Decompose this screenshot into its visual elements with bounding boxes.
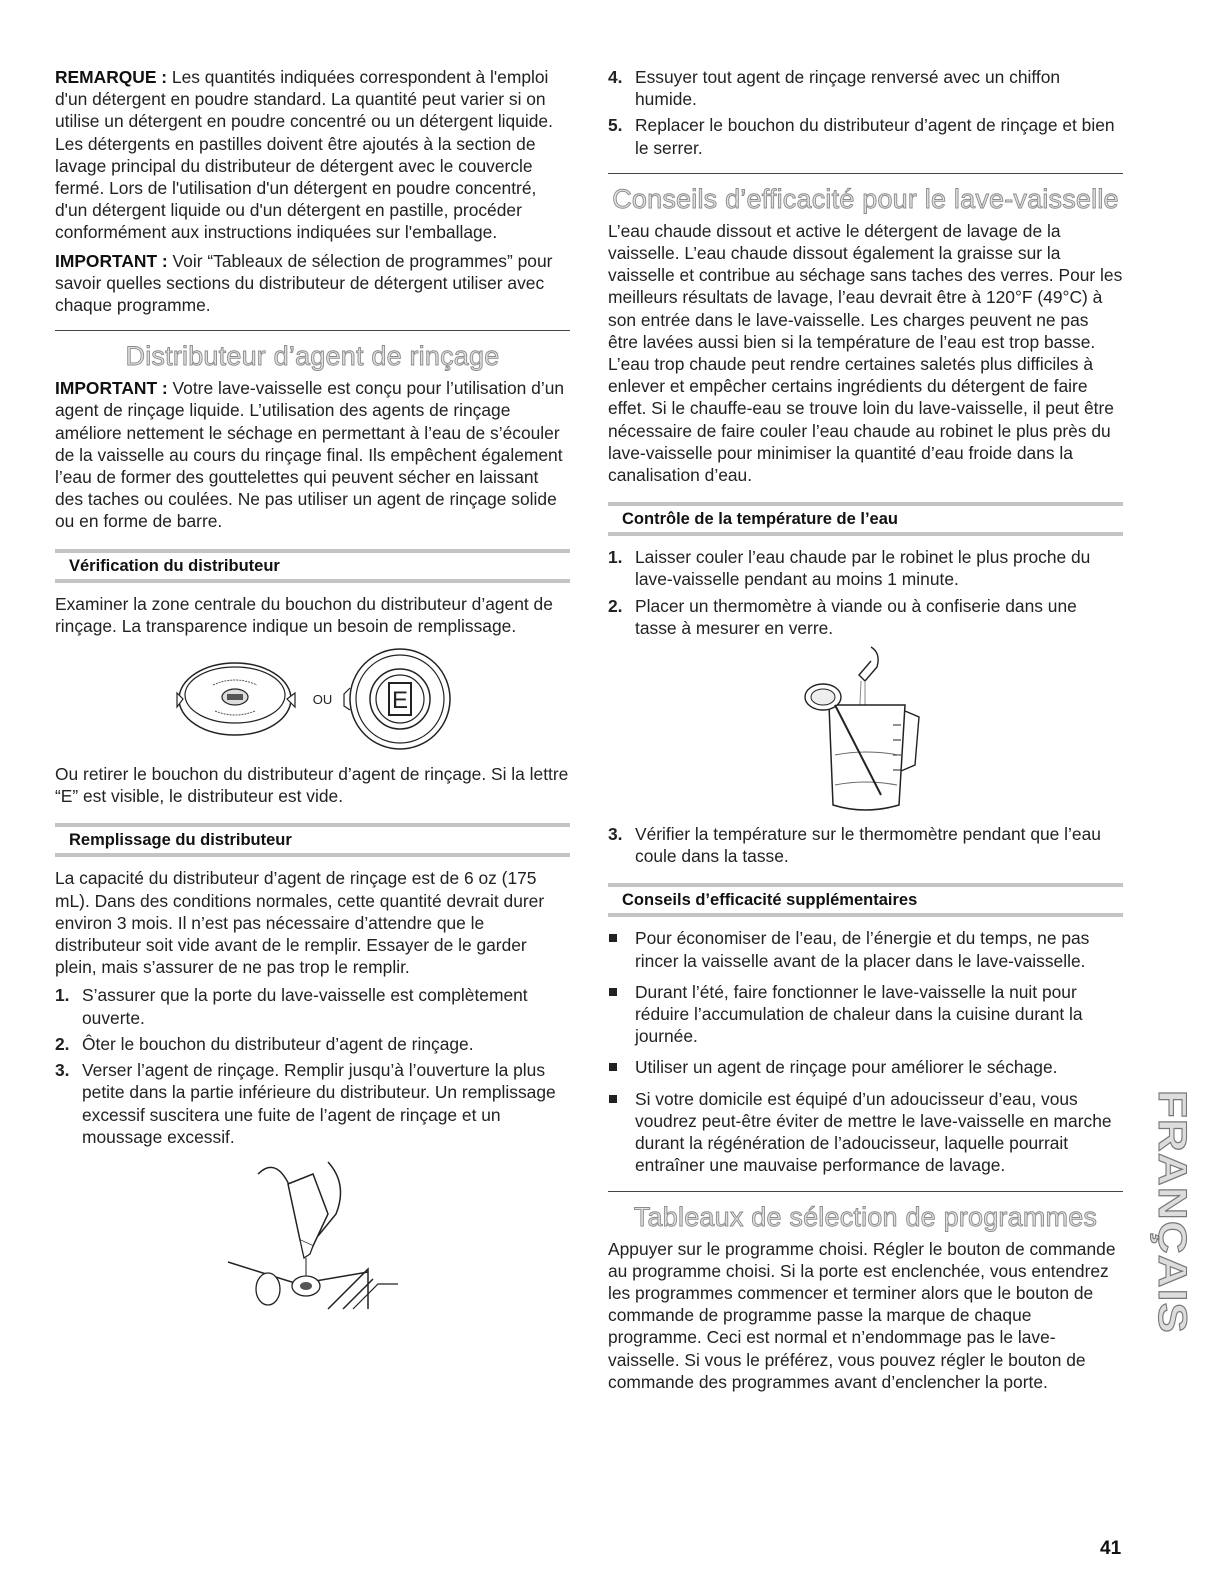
section-title-rinse-aid: Distributeur d’agent de rinçage <box>125 341 500 372</box>
list-item: Durant l’été, faire fonctionner le lave-vaisselle la nuit pour réduire l’accumulation de chaleur dans la cuisine durant la journée. <box>608 981 1123 1048</box>
section-divider <box>608 1191 1123 1192</box>
bullet-icon <box>609 988 617 996</box>
dispenser-cap-figure <box>55 643 570 755</box>
bullet-icon <box>609 1095 617 1103</box>
important-paragraph: IMPORTANT : Voir “Tableaux de sélection de programmes” pour savoir quelles sections du distributeur de détergent utiliser avec chaque programme. <box>55 250 553 316</box>
remove-cap-paragraph: Ou retirer le bouchon du distributeur d’agent de rinçage. Si la lettre “E” est visible, le distributeur est vide. <box>55 764 569 807</box>
subheading-fill-dispenser: Remplissage du distributeur <box>55 823 570 857</box>
temperature-step-3-list <box>608 823 1123 867</box>
svg-text:E: E <box>392 687 409 715</box>
subheading-water-temperature: Contrôle de la température de l’eau <box>608 502 1123 536</box>
right-column <box>608 66 1123 1399</box>
check-paragraph: Examiner la zone centrale du bouchon du distributeur d’agent de rinçage. La transparence indique un besoin de remplissage. <box>55 593 553 636</box>
list-item: 2. Ôter le bouchon du distributeur d’agent de rinçage. <box>55 1033 474 1054</box>
section-divider <box>608 173 1123 174</box>
rinse-important-paragraph: IMPORTANT : Votre lave-vaisselle est conçu pour l’utilisation d’un agent de rinçage liquide. L’utilisation des agents de rinçage améliore nettement le séchage en permettant à l’eau de s’écouler de la vaisselle au cours du rinçage final. Ils empêchent également l’eau de former des gouttelettes qui peuvent sécher en laissant des taches ou coulées. Ne pas utiliser un agent de rinçage solide ou en forme de barre. <box>55 378 565 532</box>
subheading-check-dispenser: Vérification du distributeur <box>55 549 570 583</box>
section-title-cycle-selection: Tableaux de sélection de programmes <box>633 1201 1098 1232</box>
list-item: Si votre domicile est équipé d’un adoucisseur d’eau, vous voudrez peut-être éviter de mettre le lave-vaisselle en marche durant la régénération de l’adoucisseur, laquelle pourrait entraîner une mauvaise performance de lavage. <box>608 1088 1123 1177</box>
temperature-steps-list <box>608 546 1123 639</box>
cycle-paragraph: Appuyer sur le programme choisi. Régler le bouton de commande au programme choisi. Si la porte est enclenchée, vous entendrez les programmes commencer et terminer alors que le bouton de commande de programme passe la marque de chaque programme. Ceci est normal et n’endommage pas le lave-vaisselle. Si vous le préférez, vous pouvez régler le bouton de commande des programmes avant d’enclencher la porte. <box>608 1238 1116 1392</box>
list-item: 1. S’assurer que la porte du lave-vaisselle est complètement ouverte. <box>55 985 528 1028</box>
list-item: 2. Placer un thermomètre à viande ou à confiserie dans une tasse à mesurer en verre. <box>608 595 1077 638</box>
indicator-cap-illustration <box>173 649 303 749</box>
fill-steps-list <box>55 984 570 1147</box>
page-number: 41 <box>1100 1538 1122 1559</box>
note-paragraph: REMARQUE : Les quantités indiquées correspondent à l'emploi d'un détergent en poudre standard. La quantité peut varier si on utilise un détergent en poudre concentré ou un détergent liquide. Les détergents en pastilles doivent être ajoutés à la section de lavage principal du distributeur de détergent avec le couvercle fermé. Lors de l'utilisation d'un détergent en poudre concentré, d'un détergent liquide ou d'un détergent en pastille, procéder conformément aux instructions indiquées sur l'emballage. <box>55 67 553 243</box>
or-label: OU <box>312 691 333 707</box>
language-side-tab <box>1149 1086 1194 1338</box>
fill-paragraph: La capacité du distributeur d’agent de rinçage est de 6 oz (175 mL). Dans des conditions normales, cette quantité devrait durer environ 3 mois. Il n’est pas nécessaire d’attendre que le distributeur soit vide avant de le remplir. Essayer de le garder plein, mais s’assurer de ne pas trop le remplir. <box>55 868 545 978</box>
list-item: 5. Replacer le bouchon du distributeur d’agent de rinçage et bien le serrer. <box>608 115 1115 158</box>
list-item: 3. Vérifier la température sur le thermomètre pendant que l’eau coule dans la tasse. <box>608 824 1101 867</box>
list-item: 4. Essuyer tout agent de rinçage renversé avec un chiffon humide. <box>608 67 1061 110</box>
fill-steps-continued-list <box>608 66 1123 159</box>
pouring-bottle-illustration <box>218 1154 408 1314</box>
empty-e-cap-illustration <box>342 644 452 754</box>
extra-tips-list <box>608 927 1123 1176</box>
pour-rinse-aid-figure <box>55 1154 570 1314</box>
side-tab-label: FRANÇAIS <box>1150 1090 1194 1305</box>
list-item: Utiliser un agent de rinçage pour améliorer le séchage. <box>608 1056 1123 1078</box>
left-column <box>55 66 570 1322</box>
list-item: 3. Verser l’agent de rinçage. Remplir jusqu’à l’ouverture la plus petite dans la partie inférieure du distributeur. Un remplissage excessif suscitera une fuite de l’agent de rinçage et un moussage excessif. <box>55 1060 556 1147</box>
thermometer-cup-figure <box>608 645 1123 815</box>
section-title-efficiency: Conseils d’efficacité pour le lave-vaisselle <box>612 183 1119 214</box>
thermometer-in-cup-illustration <box>801 645 931 815</box>
bullet-icon <box>609 934 617 942</box>
efficiency-paragraph: L’eau chaude dissout et active le détergent de lavage de la vaisselle. L’eau chaude dissout également la graisse sur la vaisselle et contribue au séchage sans taches des verres. Pour les meilleurs résultats de lavage, l’eau devrait être à 120°F (49°C) à son entrée dans le lave-vaisselle. Les charges peuvent ne pas être lavées aussi bien si la température de l’eau est trop basse. L’eau trop chaude peut rendre certaines saletés plus difficiles à enlever et empêcher certains ingrédients du détergent de faire effet. Si le chauffe-eau se trouve loin du lave-vaisselle, il peut être nécessaire de faire couler l’eau chaude au robinet le plus près du lave-vaisselle pour minimiser la quantité d’eau froide dans la canalisation d’eau. <box>608 220 1123 486</box>
list-item: Pour économiser de l’eau, de l’énergie et du temps, ne pas rincer la vaisselle avant de la placer dans le lave-vaisselle. <box>608 927 1123 971</box>
section-divider <box>55 330 570 331</box>
bullet-icon <box>609 1063 617 1071</box>
list-item: 1. Laisser couler l’eau chaude par le robinet le plus proche du lave-vaisselle pendant au moins 1 minute. <box>608 547 1091 590</box>
subheading-extra-tips: Conseils d’efficacité supplémentaires <box>608 883 1123 917</box>
